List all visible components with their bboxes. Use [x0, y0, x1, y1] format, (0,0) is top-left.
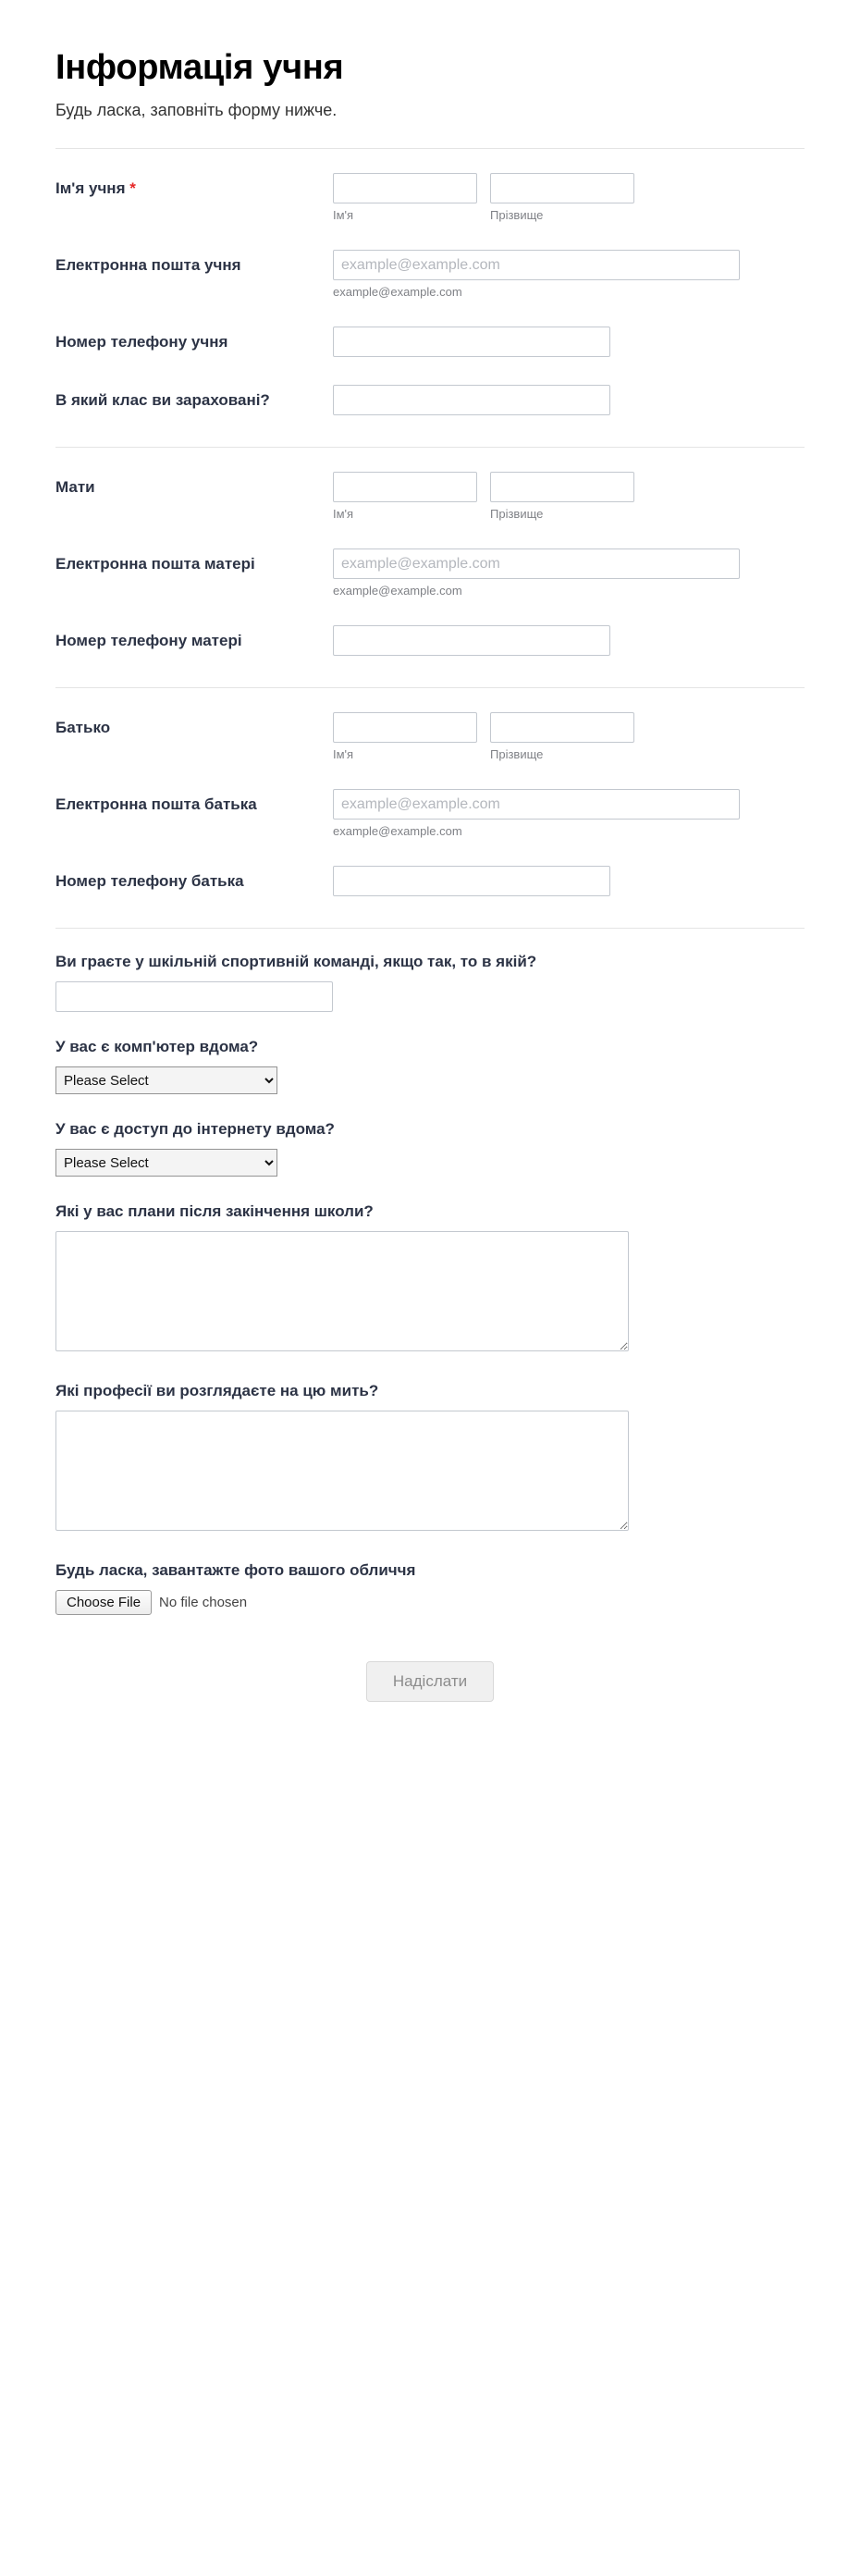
careers-textarea[interactable]: [55, 1411, 629, 1531]
father-email-row: [55, 789, 805, 838]
student-email-row: [55, 250, 805, 299]
file-upload-row: [55, 1590, 805, 1615]
student-last-name-col: [490, 173, 634, 222]
student-email-sublabel: example@example.com: [333, 285, 462, 299]
student-grade-control: [333, 385, 805, 415]
mother-first-name-col: [333, 472, 477, 521]
student-first-name-col: [333, 173, 477, 222]
mother-last-name-input[interactable]: [490, 472, 634, 502]
internet-question: [55, 1120, 805, 1177]
father-phone-label: Номер телефону батька: [55, 872, 244, 890]
father-name-control: [333, 712, 805, 761]
student-last-name-input[interactable]: [490, 173, 634, 203]
father-first-name-sublabel: Ім'я: [333, 747, 354, 761]
student-name-control: [333, 173, 805, 222]
student-phone-row: [55, 327, 805, 357]
mother-name-group: [333, 472, 805, 521]
father-first-name-col: [333, 712, 477, 761]
father-email-label: Електронна пошта батька: [55, 795, 257, 813]
father-last-name-sublabel: Прізвище: [490, 747, 544, 761]
student-name-row: [55, 173, 805, 222]
mother-phone-row: [55, 625, 805, 656]
father-first-name-input[interactable]: [333, 712, 477, 743]
mother-last-name-sublabel: Прізвище: [490, 507, 544, 521]
computer-question-label: У вас є комп'ютер вдома?: [55, 1038, 259, 1055]
student-email-label: Електронна пошта учня: [55, 256, 241, 274]
student-section: [55, 149, 805, 447]
mother-name-control: [333, 472, 805, 521]
student-email-input[interactable]: [333, 250, 740, 280]
student-email-control: [333, 250, 805, 299]
computer-question: [55, 1038, 805, 1094]
student-grade-row: [55, 385, 805, 415]
choose-file-button[interactable]: Choose File: [55, 1590, 152, 1615]
mother-first-name-sublabel: Ім'я: [333, 507, 354, 521]
student-name-group: [333, 173, 805, 222]
father-name-row: [55, 712, 805, 761]
mother-name-label: Мати: [55, 478, 95, 496]
file-status-text: No file chosen: [159, 1595, 248, 1610]
father-name-group: [333, 712, 805, 761]
mother-email-label: Електронна пошта матері: [55, 555, 255, 573]
father-last-name-col: [490, 712, 634, 761]
careers-question-label: Які професії ви розглядаєте на цю мить?: [55, 1382, 379, 1399]
careers-question: [55, 1382, 805, 1535]
page-title: Інформація учня: [55, 48, 344, 87]
page-subtitle: Будь ласка, заповніть форму нижче.: [55, 101, 338, 119]
sports-input[interactable]: [55, 981, 333, 1012]
student-last-name-sublabel: Прізвище: [490, 208, 544, 222]
plans-question: [55, 1202, 805, 1356]
mother-email-input[interactable]: [333, 548, 740, 579]
submit-row: [55, 1661, 805, 1702]
student-phone-input[interactable]: [333, 327, 610, 357]
father-name-label: Батько: [55, 719, 111, 736]
mother-first-name-input[interactable]: [333, 472, 477, 502]
father-section: [55, 688, 805, 928]
questions-section: [55, 929, 805, 1706]
student-grade-label: В який клас ви зараховані?: [55, 391, 270, 409]
mother-phone-label: Номер телефону матері: [55, 632, 242, 649]
student-first-name-sublabel: Ім'я: [333, 208, 354, 222]
sports-question-label: Ви граєте у шкільній спортивній команді, якщо так, то в якій?: [55, 953, 537, 970]
plans-question-label: Які у вас плани після закінчення школи?: [55, 1202, 374, 1220]
student-name-label: [55, 173, 333, 200]
mother-email-control: [333, 548, 805, 598]
mother-section: [55, 448, 805, 687]
student-first-name-input[interactable]: [333, 173, 477, 203]
sports-question: [55, 953, 805, 1012]
student-phone-control: [333, 327, 805, 357]
father-phone-control: [333, 866, 805, 896]
internet-select[interactable]: [55, 1149, 277, 1177]
internet-question-label: У вас є доступ до інтернету вдома?: [55, 1120, 335, 1138]
father-phone-row: [55, 866, 805, 896]
photo-upload-label: Будь ласка, завантажте фото вашого обличчя: [55, 1561, 416, 1579]
mother-phone-input[interactable]: [333, 625, 610, 656]
student-phone-label: Номер телефону учня: [55, 333, 228, 351]
father-phone-input[interactable]: [333, 866, 610, 896]
father-email-control: [333, 789, 805, 838]
student-grade-input[interactable]: [333, 385, 610, 415]
father-last-name-input[interactable]: [490, 712, 634, 743]
mother-email-row: [55, 548, 805, 598]
mother-last-name-col: [490, 472, 634, 521]
required-marker: *: [129, 179, 136, 197]
father-email-input[interactable]: [333, 789, 740, 820]
photo-upload-question: [55, 1561, 805, 1615]
father-email-sublabel: example@example.com: [333, 824, 462, 838]
plans-textarea[interactable]: [55, 1231, 629, 1351]
form-header: [55, 48, 805, 120]
student-name-label-text: Ім'я учня: [55, 179, 126, 197]
mother-email-sublabel: example@example.com: [333, 584, 462, 598]
computer-select[interactable]: [55, 1066, 277, 1094]
submit-button[interactable]: Надіслати: [366, 1661, 494, 1702]
mother-name-row: [55, 472, 805, 521]
mother-phone-control: [333, 625, 805, 656]
